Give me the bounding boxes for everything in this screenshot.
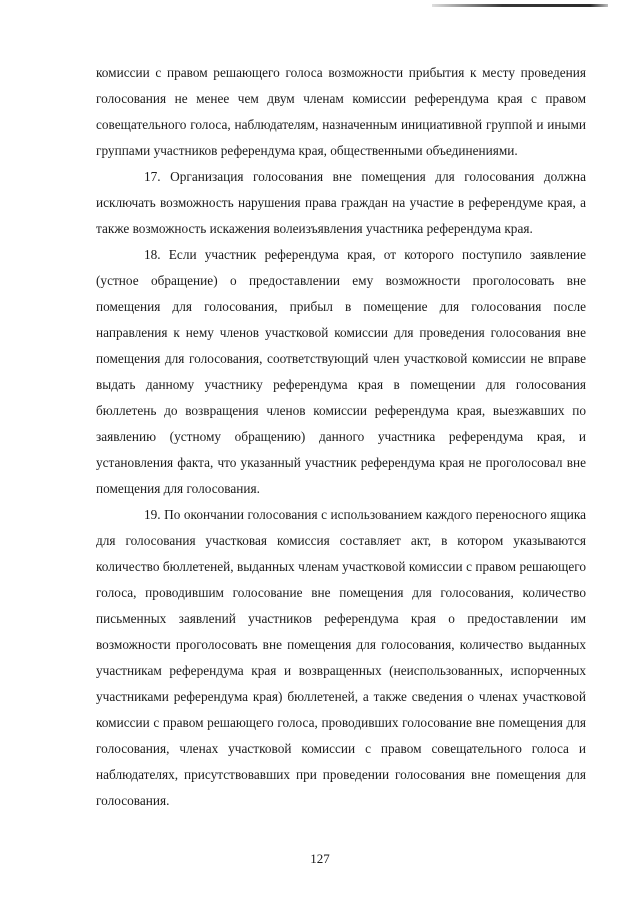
- paragraph-continuation: комиссии с правом решающего голоса возможности прибытия к месту проведения голосования не менее чем двум членам комиссии референдума края с правом совещательного голоса, наблюдателям, назначенным инициативной группой и иными группами участников референдума края, общественными объединениями.: [96, 65, 586, 158]
- scan-artifact-line: [432, 4, 608, 7]
- paragraph-17: 17. Организация голосования вне помещения для голосования должна исключать возможность нарушения права граждан на участие в референдуме края, а также возможность искажения волеизъявления участника референдума края.: [96, 169, 586, 236]
- page-number: 127: [310, 851, 330, 866]
- document-body: [96, 60, 586, 814]
- paragraph-19: 19. По окончании голосования с использованием каждого переносного ящика для голосования участковая комиссия составляет акт, в котором указываются количество бюллетеней, выданных членам участковой комиссии с правом решающего голоса, проводившим голосование вне помещения для голосования, количество письменных заявлений участников референдума края о предоставлении им возможности проголосовать вне помещения для голосования, количество выданных участникам референдума края и возвращенных (неиспользованных, испорченных участниками референдума края) бюллетеней, а также сведения о членах участковой комиссии с правом решающего голоса, проводивших голосование вне помещения для голосования, членах участковой комиссии с правом совещательного голоса и наблюдателях, присутствовавших при проведении голосования вне помещения для голосования.: [96, 507, 586, 808]
- paragraph-18: 18. Если участник референдума края, от которого поступило заявление (устное обращение) о предоставлении ему возможности проголосовать вне помещения для голосования, прибыл в помещение для голосования после направления к нему членов участковой комиссии для проведения голосования вне помещения для голосования, соответствующий член участковой комиссии не вправе выдать данному участнику референдума края в помещении для голосования бюллетень до возвращения членов комиссии референдума края, выезжавших по заявлению (устному обращению) данного участника референдума края, и установления факта, что указанный участник референдума края не проголосовал вне помещения для голосования.: [96, 247, 586, 496]
